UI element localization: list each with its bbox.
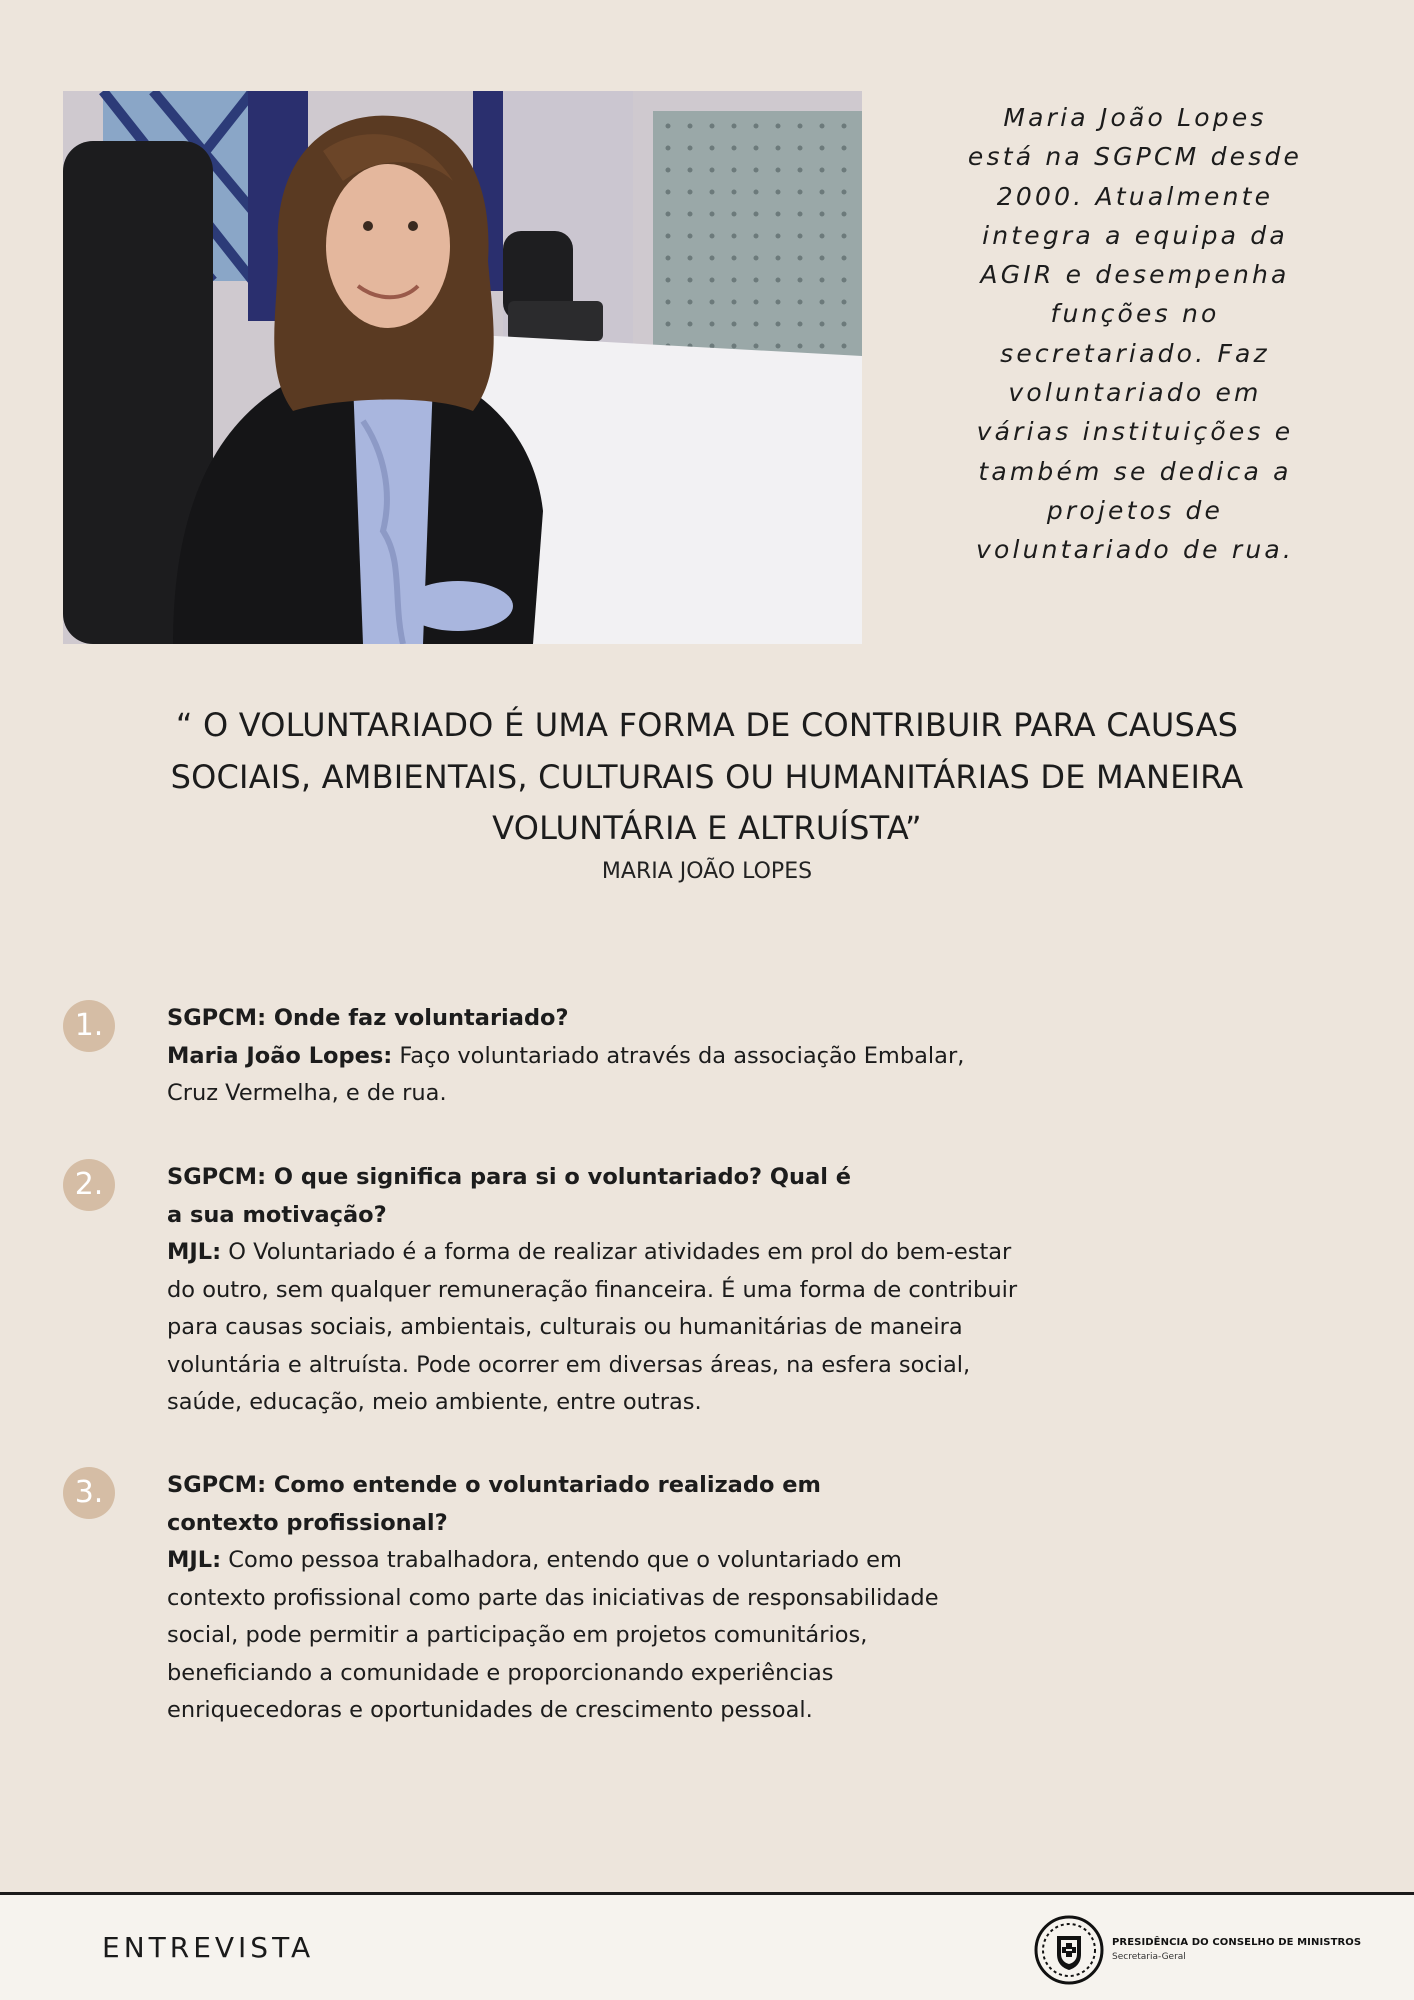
- section-label: ENTREVISTA: [102, 1931, 315, 1964]
- coat-of-arms-icon: [1033, 1914, 1105, 1986]
- ministry-name: PRESIDÊNCIA DO CONSELHO DE MINISTROS: [1112, 1937, 1362, 1948]
- answer-speaker: MJL:: [167, 1239, 222, 1265]
- qa-content: [167, 1000, 997, 1113]
- interview-photo: [63, 91, 862, 644]
- question: SGPCM: Como entende o voluntariado realizado em contexto profissional?: [167, 1472, 821, 1536]
- qa-content: [167, 1467, 997, 1730]
- portrait-photo: [63, 91, 862, 644]
- ministry-subtitle: Secretaria-Geral: [1112, 1952, 1186, 1962]
- qa-content: [167, 1159, 1027, 1422]
- question: SGPCM: Onde faz voluntariado?: [167, 1005, 569, 1031]
- number-badge: 1.: [63, 1000, 115, 1052]
- pull-quote: “ O VOLUNTARIADO É UMA FORMA DE CONTRIBUIR PARA CAUSAS SOCIAIS, AMBIENTAIS, CULTURAIS OU HUMANITÁRIAS DE MANEIRA VOLUNTÁRIA E ALTRUÍSTA”: [170, 706, 1244, 847]
- answer: Faço voluntariado através da associação Embalar, Cruz Vermelha, e de rua.: [167, 1042, 965, 1106]
- question: SGPCM: O que significa para si o voluntariado? Qual é a sua motivação?: [167, 1164, 852, 1228]
- number-badge: 3.: [63, 1467, 115, 1519]
- answer: O Voluntariado é a forma de realizar atividades em prol do bem-estar do outro, sem qualquer remuneração financeira. É uma forma de contribuir para causas sociais, ambientais, culturais ou humanitárias de maneira voluntária e altruísta. Pode ocorrer em diversas áreas, na esfera social, saúde, educação, meio ambiente, entre outras.: [167, 1239, 1018, 1415]
- answer-speaker: MJL:: [167, 1547, 222, 1573]
- bio-text: Maria João Lopes está na SGPCM desde 2000. Atualmente integra a equipa da AGIR e desempenha funções no secretariado. Faz voluntariado em várias instituições e também se dedica a projetos de voluntariado de rua.: [967, 103, 1303, 565]
- footer: [0, 1892, 1414, 2000]
- number-badge: 2.: [63, 1159, 115, 1211]
- quote-author: MARIA JOÃO LOPES: [601, 859, 813, 884]
- answer: Como pessoa trabalhadora, entendo que o voluntariado em contexto profissional como parte das iniciativas de responsabilidade social, pode permitir a participação em projetos comunitários, beneficiando a comunidade e proporcionando experiências enriquecedoras e oportunidades de crescimento pessoal.: [167, 1547, 939, 1723]
- answer-speaker: Maria João Lopes:: [167, 1042, 393, 1069]
